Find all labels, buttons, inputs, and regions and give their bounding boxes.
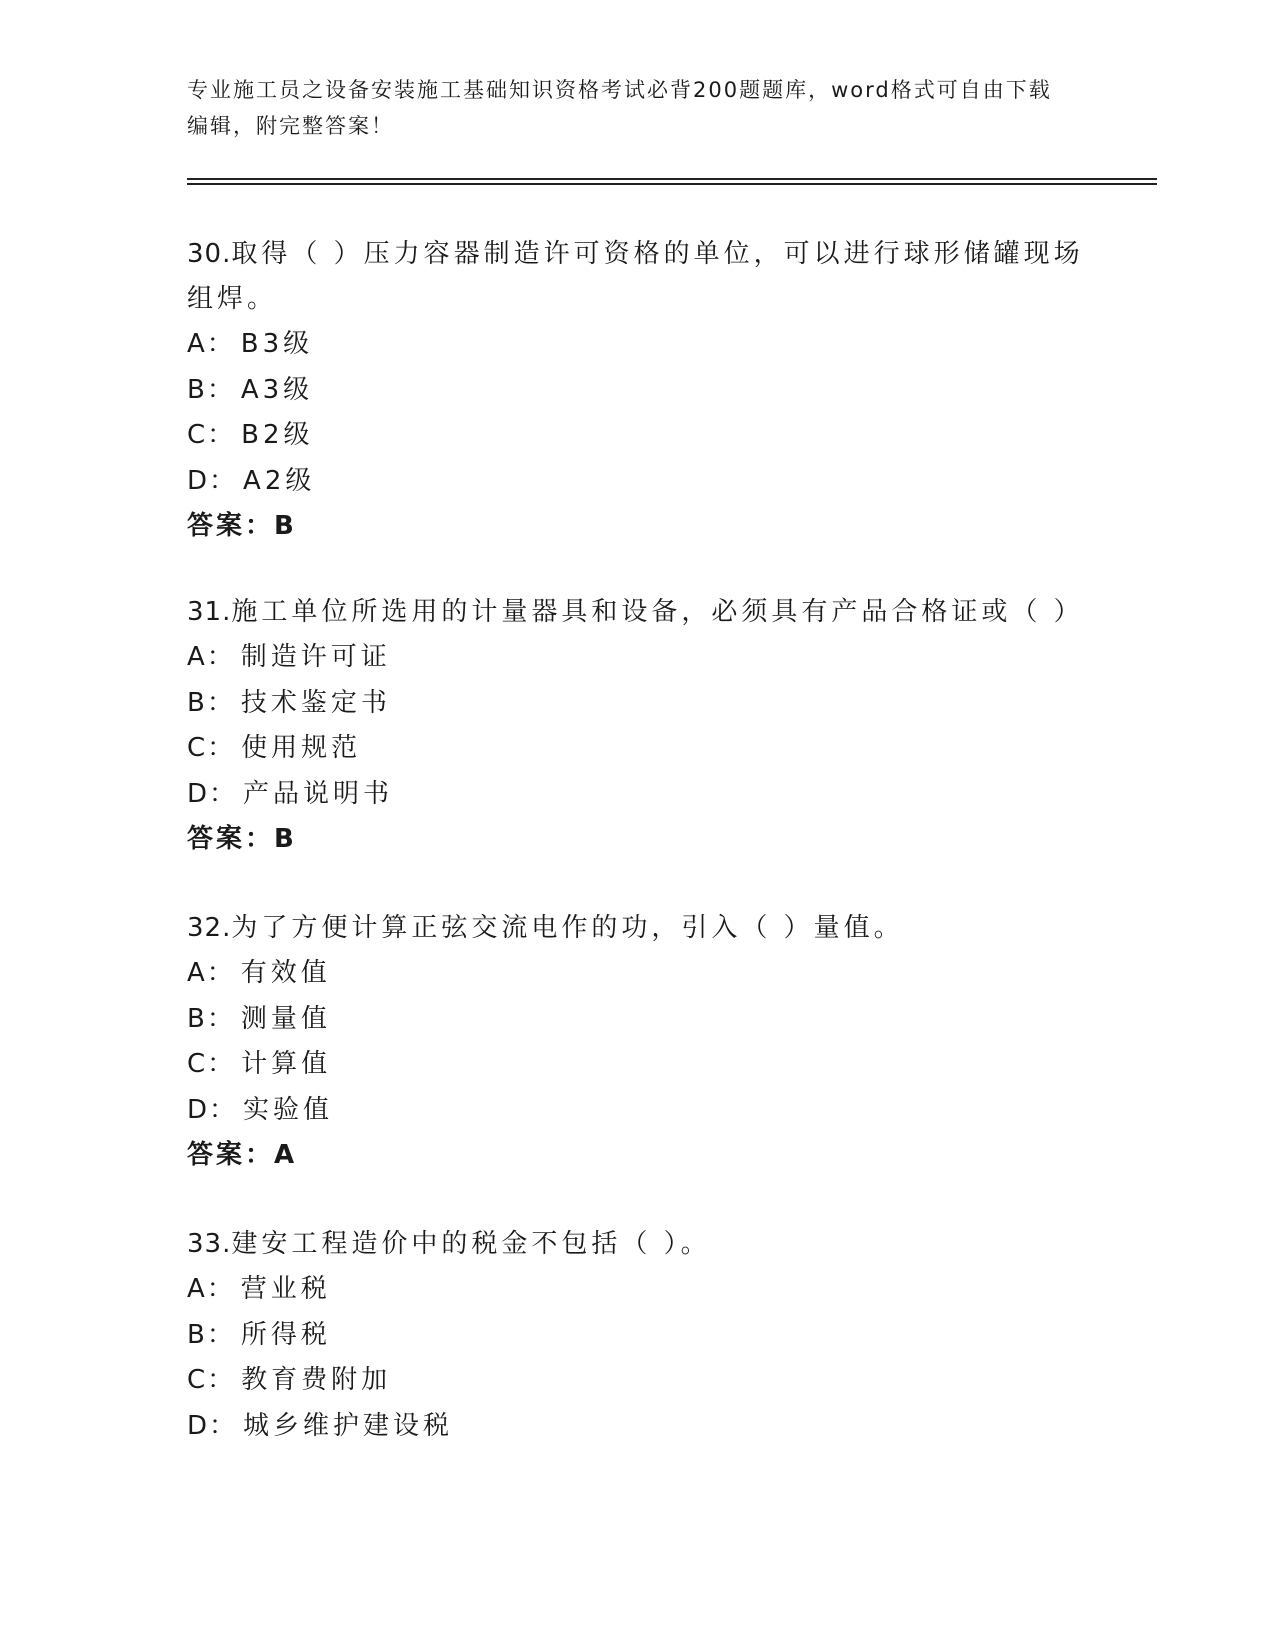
option-a	[187, 635, 1087, 681]
option-text: 教育费附加	[241, 1365, 392, 1395]
option-letter: C：	[187, 1365, 236, 1395]
option-text: 所得税	[240, 1319, 331, 1350]
option-d	[187, 772, 1087, 818]
question-text: 为了方便计算正弦交流电作的功，引入（ ）量值。	[231, 913, 904, 943]
option-letter: D：	[187, 465, 238, 496]
question-33	[187, 1222, 1087, 1449]
option-letter: A：	[187, 329, 235, 359]
question-number: 31.	[187, 597, 232, 627]
option-text: 计算值	[241, 1049, 332, 1079]
option-text: 有效值	[240, 958, 331, 988]
option-c	[187, 1042, 1087, 1088]
option-d	[187, 459, 1087, 505]
option-text: 测量值	[240, 1003, 331, 1034]
option-text: A2级	[243, 465, 316, 496]
option-b	[187, 681, 1087, 727]
option-text: 制造许可证	[240, 642, 391, 672]
question-number: 33.	[187, 1229, 232, 1259]
answer-label: 答案：B	[187, 824, 297, 854]
question-31	[187, 590, 1087, 863]
option-d	[187, 1404, 1087, 1450]
option-letter: B：	[187, 1319, 235, 1350]
option-letter: C：	[187, 420, 236, 450]
question-number: 32.	[187, 913, 232, 943]
option-letter: A：	[187, 958, 235, 988]
document-intro: 专业施工员之设备安装施工基础知识资格考试必背200题题库，word格式可自由下载编辑，附完整答案！	[187, 78, 1052, 138]
answer-label: 答案：A	[187, 1140, 298, 1170]
header-divider-bottom	[187, 183, 1157, 185]
option-letter: C：	[187, 733, 236, 763]
question-text: 取得（ ）压力容器制造许可资格的单位，可以进行球形储罐现场组焊。	[187, 239, 1084, 314]
question-number: 30.	[187, 239, 232, 269]
option-c	[187, 1358, 1087, 1404]
option-text: B2级	[241, 420, 314, 450]
option-text: 实验值	[243, 1094, 334, 1125]
option-text: 城乡维护建设税	[243, 1410, 454, 1441]
option-d	[187, 1088, 1087, 1134]
option-c	[187, 726, 1087, 772]
option-letter: B：	[187, 1003, 235, 1034]
answer-label: 答案：B	[187, 511, 297, 541]
option-letter: D：	[187, 1410, 238, 1441]
question-32	[187, 906, 1087, 1179]
question-stem	[187, 906, 1087, 951]
option-b	[187, 1313, 1087, 1359]
option-letter: B：	[187, 687, 235, 718]
option-a	[187, 1267, 1087, 1313]
option-text: B3级	[240, 329, 314, 359]
option-text: 营业税	[240, 1274, 331, 1304]
option-letter: C：	[187, 1049, 236, 1079]
option-letter: B：	[187, 374, 235, 405]
question-stem	[187, 590, 1087, 635]
option-a	[187, 951, 1087, 997]
option-text: 技术鉴定书	[240, 687, 391, 718]
option-b	[187, 368, 1087, 414]
option-text: 产品说明书	[243, 778, 394, 809]
question-stem	[187, 1222, 1087, 1267]
option-letter: A：	[187, 1274, 235, 1304]
option-letter: D：	[187, 1094, 238, 1125]
question-text: 施工单位所选用的计量器具和设备，必须具有产品合格证或（ ）	[231, 597, 1084, 627]
question-stem	[187, 232, 1087, 322]
option-a	[187, 322, 1087, 368]
option-b	[187, 997, 1087, 1043]
option-c	[187, 413, 1087, 459]
question-30	[187, 232, 1087, 550]
option-letter: D：	[187, 778, 238, 809]
question-text: 建安工程造价中的税金不包括（ ）。	[231, 1229, 711, 1259]
option-letter: A：	[187, 642, 235, 672]
option-text: 使用规范	[241, 733, 362, 763]
header-divider-top	[187, 178, 1157, 180]
option-text: A3级	[240, 374, 314, 405]
